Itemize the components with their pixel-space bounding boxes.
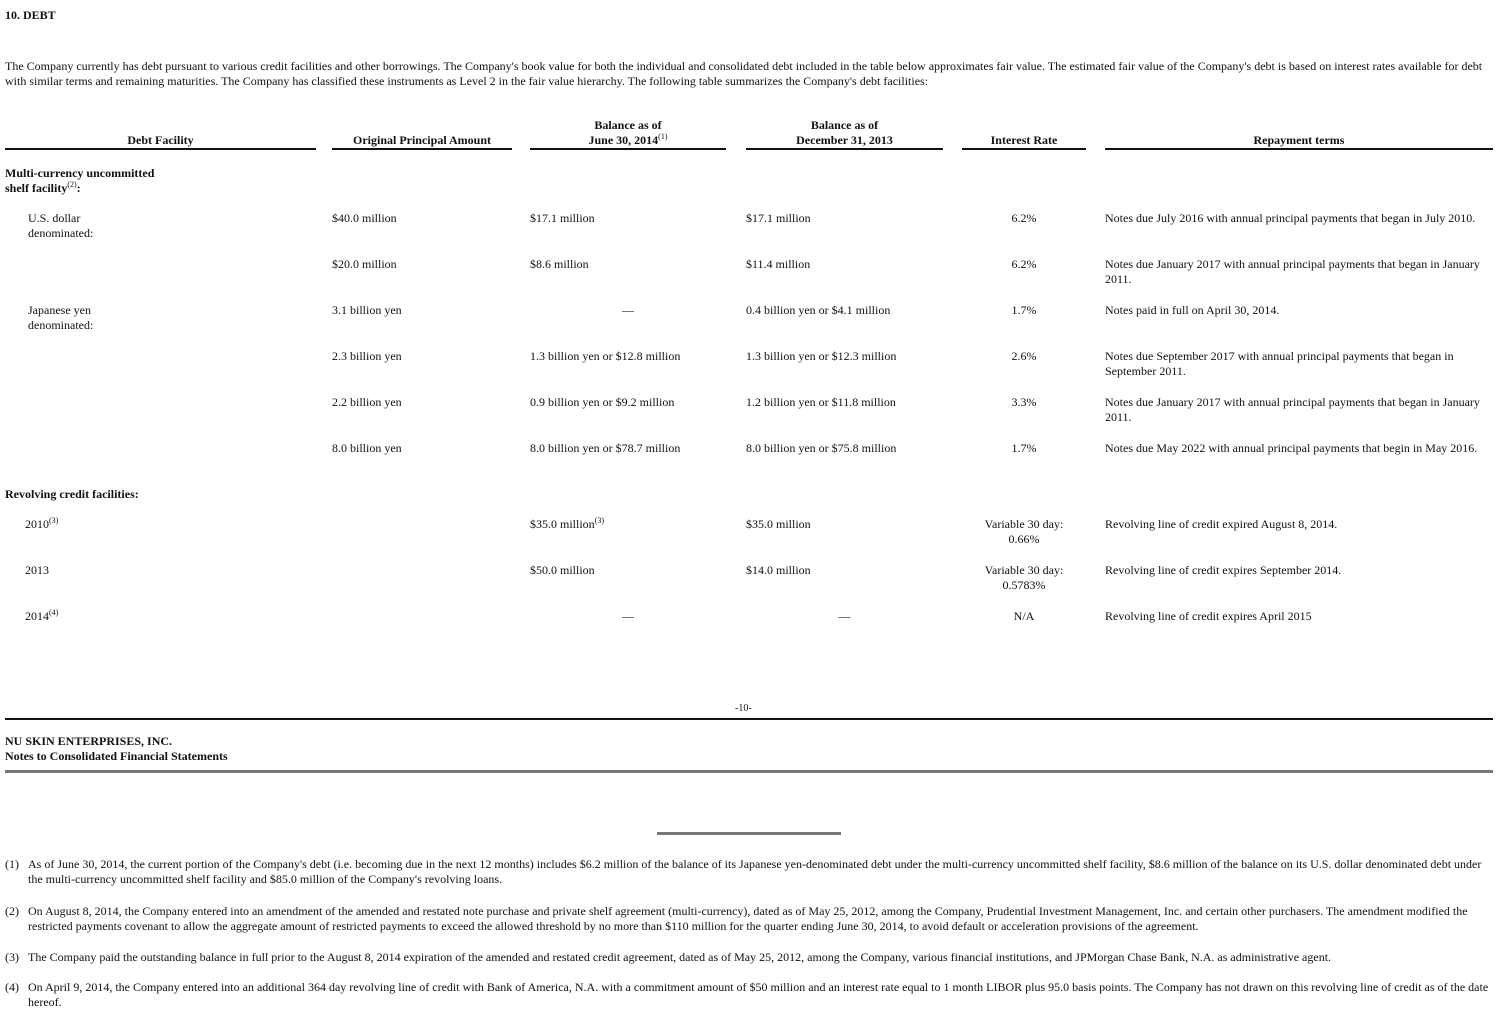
header-balance-2014 xyxy=(530,118,726,148)
header-repayment-terms: Repayment terms xyxy=(1253,133,1345,147)
footnote-number: (3) xyxy=(5,950,19,964)
cell-facility-year: 2013 xyxy=(25,563,49,577)
footnote xyxy=(5,980,1495,1010)
cell-balance-2014: — xyxy=(622,609,634,623)
section-heading: 10. DEBT xyxy=(5,8,56,22)
header-debt-facility: Debt Facility xyxy=(127,133,194,147)
footnote-number: (1) xyxy=(5,857,19,871)
cell-balance-2013: 0.4 billion yen or $4.1 million xyxy=(746,303,891,317)
cell-balance-2013: 1.2 billion yen or $11.8 million xyxy=(746,395,896,409)
page-divider xyxy=(5,718,1493,720)
cell-balance-2013: $11.4 million xyxy=(746,257,811,271)
cell-interest-rate: 3.3% xyxy=(1011,395,1037,409)
cell-repayment-terms: Notes due July 2016 with annual principal payments that began in July 2010. xyxy=(1105,211,1476,225)
footnote-text: On August 8, 2014, the Company entered into an amendment of the amended and restated note purchase and private shelf agreement (multi-currency), dated as of May 25, 2012, among the Company, Prudential Investment Management, Inc. and certain other purchasers. The amendment modified the restricted payments covenant to allow the aggregate amount of restricted payments to exceed the allowed threshold by no more than $110 million for the quarter ending June 30, 2014, to avoid default or acceleration provisions of the agreement. xyxy=(28,904,1468,933)
header-rule xyxy=(530,148,726,150)
cell-interest-rate: 1.7% xyxy=(1011,303,1037,317)
jpy-denominated-label: Japanese yen denominated: xyxy=(28,303,94,332)
cell-balance-2014: 8.0 billion yen or $78.7 million xyxy=(530,441,681,455)
footnote xyxy=(5,904,1495,934)
group-label-shelf-facility: Multi-currency uncommitted shelf facility$^{(2)}$: xyxy=(5,166,155,195)
cell-repayment-terms: Notes due September 2017 with annual principal payments that began in September 2011. xyxy=(1105,349,1454,378)
cell-interest-rate: 6.2% xyxy=(1011,257,1037,271)
header-rule xyxy=(746,148,943,150)
usd-denominated-label: U.S. dollar denominated: xyxy=(28,211,94,240)
cell-balance-2014: $50.0 million xyxy=(530,563,595,577)
group-label-revolving: Revolving credit facilities: xyxy=(5,487,139,501)
footnote-separator xyxy=(657,832,841,835)
cell-facility-year: 2010$^{(3)}$ xyxy=(25,516,59,531)
intro-paragraph: The Company currently has debt pursuant to various credit facilities and other borrowings. The Company's book value for both the individual and consolidated debt included in the table below approximates fair value. The estimated fair value of the Company's debt is based on interest rates available for debt with similar terms and remaining maturities. The Company has classified these instruments as Level 2 in the fair value hierarchy. The following table summarizes the Company's debt facilities: xyxy=(5,59,1483,88)
header-balance-2013 xyxy=(746,118,943,148)
header-rule xyxy=(5,148,316,150)
header-balance-2013-line2: December 31, 2013 xyxy=(796,133,893,147)
cell-interest-rate: N/A xyxy=(1013,609,1035,623)
cell-repayment-terms: Notes due May 2022 with annual principal payments that begin in May 2016. xyxy=(1105,441,1478,455)
page-number: -10- xyxy=(735,703,752,714)
cell-balance-2014: $17.1 million xyxy=(530,211,595,225)
cell-repayment-terms: Revolving line of credit expired August 8, 2014. xyxy=(1105,517,1338,531)
cell-balance-2013: $14.0 million xyxy=(746,563,811,577)
footnote xyxy=(5,950,1495,965)
header-rule xyxy=(962,148,1086,150)
cell-repayment-terms: Notes paid in full on April 30, 2014. xyxy=(1105,303,1280,317)
cell-balance-2014: $35.0 million$^{(3)}$ xyxy=(530,516,604,531)
cell-principal: 2.2 billion yen xyxy=(332,395,402,409)
cell-interest-rate: 1.7% xyxy=(1011,441,1037,455)
statement-title: Notes to Consolidated Financial Statements xyxy=(5,749,228,763)
header-rule xyxy=(1105,148,1493,150)
cell-balance-2013: 1.3 billion yen or $12.3 million xyxy=(746,349,897,363)
cell-balance-2013: $17.1 million xyxy=(746,211,811,225)
footnote xyxy=(5,857,1495,887)
cell-balance-2014: — xyxy=(622,303,634,317)
company-name: NU SKIN ENTERPRISES, INC. xyxy=(5,734,173,748)
header-interest-rate: Interest Rate xyxy=(990,133,1058,147)
footnote-number: (2) xyxy=(5,904,19,918)
cell-balance-2013: — xyxy=(838,609,851,623)
header-original-principal: Original Principal Amount xyxy=(352,133,491,147)
header-divider xyxy=(5,770,1493,773)
cell-balance-2013: $35.0 million xyxy=(746,517,811,531)
cell-balance-2014: 1.3 billion yen or $12.8 million xyxy=(530,349,681,363)
footnote-number: (4) xyxy=(5,980,19,994)
cell-repayment-terms: Notes due January 2017 with annual principal payments that began in January 2011. xyxy=(1105,257,1480,286)
header-balance-2013-line1: Balance as of xyxy=(810,118,879,132)
cell-facility-year: 2014$^{(4)}$ xyxy=(25,608,59,623)
footnote-text: On April 9, 2014, the Company entered into an additional 364 day revolving line of credit with Bank of America, N.A. with a commitment amount of $50 million and an interest rate equal to 1 month LIBOR plus 95.0 basis points. The Company has not drawn on this revolving line of credit as of the date hereof. xyxy=(28,980,1489,1009)
cell-interest-rate: 2.6% xyxy=(1011,349,1037,363)
cell-principal: 2.3 billion yen xyxy=(332,349,402,363)
cell-balance-2013: 8.0 billion yen or $75.8 million xyxy=(746,441,897,455)
cell-principal: $20.0 million xyxy=(332,257,397,271)
cell-interest-rate: 6.2% xyxy=(1011,211,1037,225)
header-balance-2014-line2: June 30, 2014$^{(1)}$ xyxy=(588,132,668,147)
cell-interest-rate: Variable 30 day: 0.66% xyxy=(984,517,1064,546)
footnote-text: The Company paid the outstanding balance in full prior to the August 8, 2014 expiration of the amended and restated credit agreement, dated as of May 25, 2012, among the Company, various financial institutions, and JPMorgan Chase Bank, N.A. as administrative agent. xyxy=(28,950,1332,964)
cell-repayment-terms: Revolving line of credit expires September 2014. xyxy=(1105,563,1342,577)
cell-interest-rate: Variable 30 day: 0.5783% xyxy=(984,563,1064,592)
cell-repayment-terms: Notes due January 2017 with annual principal payments that began in January 2011. xyxy=(1105,395,1480,424)
cell-repayment-terms: Revolving line of credit expires April 2015 xyxy=(1105,609,1312,623)
footnote-text: As of June 30, 2014, the current portion of the Company's debt (i.e. becoming due in the next 12 months) includes $6.2 million of the balance of its Japanese yen-denominated debt under the multi-currency uncommitted shelf facility, $8.6 million of the balance on its U.S. dollar denominated debt under the multi-currency uncommitted shelf facility and $85.0 million of the Company's revolving loans. xyxy=(28,857,1482,886)
running-header xyxy=(5,734,228,764)
cell-principal: 3.1 billion yen xyxy=(332,303,402,317)
cell-principal: 8.0 billion yen xyxy=(332,441,402,455)
header-rule xyxy=(332,148,512,150)
cell-balance-2014: $8.6 million xyxy=(530,257,589,271)
cell-principal: $40.0 million xyxy=(332,211,397,225)
header-balance-2014-line1: Balance as of xyxy=(594,118,662,132)
cell-balance-2014: 0.9 billion yen or $9.2 million xyxy=(530,395,675,409)
